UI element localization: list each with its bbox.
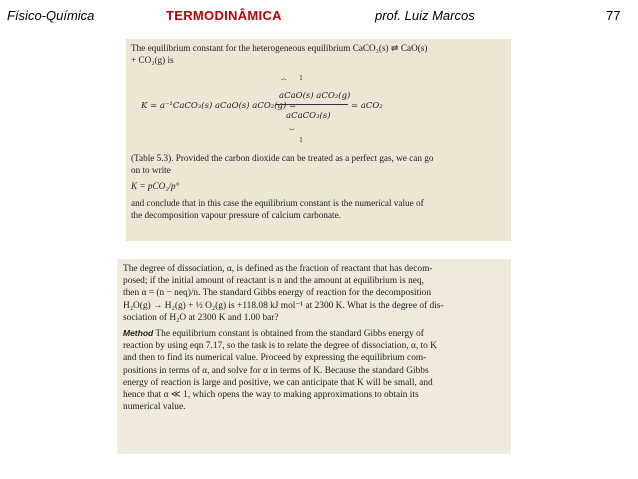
denominator-brace: ⏟ [289,121,295,131]
para3-line-1: and conclude that in this case the equilibrium constant is the numerical value of [131,198,424,208]
author-label: prof. Luiz Marcos [375,8,475,23]
para2-line-2: on to write [131,165,171,175]
method-line: numerical value. [123,402,186,413]
intro-line-1: The equilibrium constant for the heterogeneous equilibrium CaCO₃(s) ⇌ CaO(s) [131,43,428,53]
numerator-brace: ⏞ [281,79,287,89]
method-label: Method [123,328,154,339]
problem-line: posed; if the initial amount of reactant is n and the amount at equilibrium is neq, [123,276,424,287]
method-line: and then to find its numerical value. Proceed by expressing the equilibrium com- [123,353,427,364]
textbook-excerpt-dissociation [117,259,511,454]
method-line: positions in terms of α, and solve for α in terms of K. Because the standard Gibbs [123,365,429,376]
subject-label: Físico-Química [7,8,95,23]
equation-lhs: K = a⁻¹CaCO₃(s) aCaO(s) aCO₂(g) = [141,101,297,111]
equation-denominator: aCaCO₃(s) [286,111,331,121]
method-line: hence that α ≪ 1, which opens the way to making approximations to obtain its [123,390,419,401]
numerator-brace-value: 1 [299,74,304,82]
method-first-line [123,327,505,340]
intro-line-2: + CO₂(g) is [131,55,174,65]
denominator-brace-value: 1 [299,136,304,144]
equation-rhs: = aCO₂ [351,101,383,111]
method-text-start: The equilibrium constant is obtained from the standard Gibbs energy of [155,329,424,340]
problem-line: H₂O(g) → H₂(g) + ½ O₂(g) is +118.08 kJ mol⁻¹ at 2300 K. What is the degree of dis- [123,300,444,311]
slide-header [0,0,638,28]
equation-numerator: aCaO(s) aCO₂(g) [279,91,351,101]
fraction-bar [276,104,348,105]
equilibrium-constant-equation [131,66,506,152]
slide-title: TERMODINÂMICA [166,8,282,23]
page-number: 77 [606,8,621,23]
equation-pressure: K = pCO₂/p° [131,181,180,191]
method-line: energy of reaction is large and positive, we can anticipate that K will be small, and [123,377,433,388]
problem-line: then α = (n − neq)/n. The standard Gibbs energy of reaction for the decomposition [123,288,432,299]
problem-line: sociation of H₂O at 2300 K and 1.00 bar? [123,312,279,323]
problem-line: The degree of dissociation, α, is defined as the fraction of reactant that has decom- [123,264,433,274]
textbook-excerpt-equilibrium [126,39,511,241]
para3-line-2: the decomposition vapour pressure of calcium carbonate. [131,210,341,220]
para2-line-1: (Table 5.3). Provided the carbon dioxide can be treated as a perfect gas, we can go [131,153,434,163]
method-line: reaction by using eqn 7.17, so the task is to relate the degree of dissociation, α, to K [123,341,437,352]
